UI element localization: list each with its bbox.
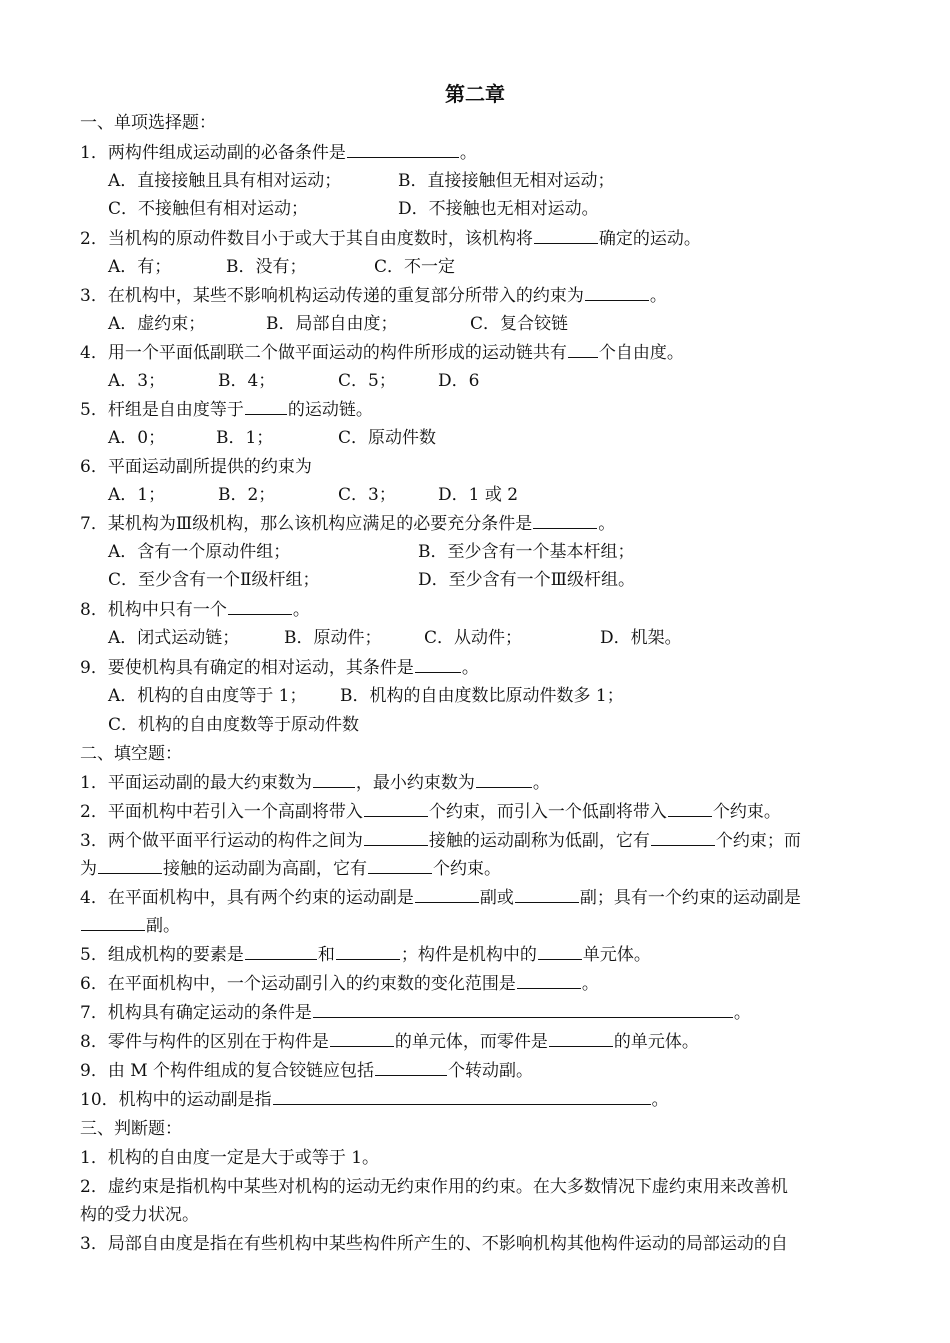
answer-blank <box>415 885 479 903</box>
option-c: C．复合铰链 <box>470 314 569 334</box>
option-a: A．机构的自由度等于 1； <box>108 686 307 706</box>
option-a: A．直接接触且具有相对运动； <box>108 171 342 191</box>
fill-question-4-cont: 副。 <box>80 912 180 940</box>
answer-blank <box>273 1087 651 1105</box>
judge-question-1: 1．机构的自由度一定是大于或等于 1。 <box>80 1148 380 1168</box>
option-a: A．含有一个原动件组； <box>108 542 291 562</box>
option-b: B．原动件； <box>284 628 382 648</box>
question-9-options-row2: C．机构的自由度数等于原动件数 <box>108 715 360 735</box>
option-d: D．不接触也无相对运动。 <box>398 199 599 219</box>
answer-blank <box>375 1058 447 1076</box>
fill-question-7: 7．机构具有确定运动的条件是 。 <box>80 999 751 1027</box>
option-c: C．至少含有一个Ⅱ级杆组； <box>108 570 320 590</box>
answer-blank <box>228 597 292 615</box>
answer-blank <box>515 885 579 903</box>
fill-question-9: 9．由 M 个构件组成的复合铰链应包括 个转动副。 <box>80 1057 533 1085</box>
fill-question-10: 10．机构中的运动副是指 。 <box>80 1086 669 1114</box>
option-b: B．直接接触但无相对运动； <box>398 171 615 191</box>
question-1-options-row1 <box>108 167 615 195</box>
question-9: 9．要使机构具有确定的相对运动，其条件是 。 <box>80 654 479 682</box>
page-title: 第二章 <box>445 82 505 106</box>
fill-question-1: 1．平面运动副的最大约束数为 ，最小约束数为 。 <box>80 769 550 797</box>
question-6: 6．平面运动副所提供的约束为 <box>80 457 312 477</box>
answer-blank <box>98 856 162 874</box>
fill-question-3: 3．两个做平面平行运动的构件之间为 接触的运动副称为低副，它有 个约束；而 <box>80 827 801 855</box>
option-c: C．原动件数 <box>338 428 437 448</box>
option-b: B．4； <box>218 371 276 391</box>
answer-blank <box>534 226 598 244</box>
option-d: D．机架。 <box>600 628 682 648</box>
option-a: A．闭式运动链； <box>108 628 240 648</box>
option-c: C．不一定 <box>374 257 456 277</box>
question-4-options <box>108 367 479 395</box>
answer-blank <box>549 1029 613 1047</box>
option-b: B．2； <box>218 485 276 505</box>
question-6-options <box>108 481 518 509</box>
question-8-options <box>108 624 682 652</box>
option-b: B．局部自由度； <box>266 314 398 334</box>
option-a: A．有； <box>108 257 172 277</box>
answer-blank <box>313 1000 733 1018</box>
section-heading-choice: 一、单项选择题： <box>80 113 216 133</box>
option-d: D．至少含有一个Ⅲ级杆组。 <box>418 570 636 590</box>
question-3: 3．在机构中，某些不影响机构运动传递的重复部分所带入的约束为 。 <box>80 282 667 310</box>
option-b: B．1； <box>216 428 274 448</box>
option-b: B．机构的自由度数比原动件数多 1； <box>340 686 624 706</box>
option-d: D．1 或 2 <box>438 485 519 505</box>
answer-blank <box>330 1029 394 1047</box>
answer-blank <box>568 340 598 358</box>
answer-blank <box>585 283 649 301</box>
judge-question-2: 2．虚约束是指机构中某些对机构的运动无约束作用的约束。在大多数情况下虚约束用来改善机 <box>80 1177 788 1197</box>
question-4: 4．用一个平面低副联二个做平面运动的构件所形成的运动链共有 个自由度。 <box>80 339 684 367</box>
question-5: 5．杆组是自由度等于 的运动链。 <box>80 396 373 424</box>
answer-blank <box>538 942 582 960</box>
fill-question-3-cont: 为 接触的运动副为高副，它有 个约束。 <box>80 855 501 883</box>
answer-blank <box>517 971 581 989</box>
question-8: 8．机构中只有一个 。 <box>80 596 310 624</box>
option-a: A．虚约束； <box>108 314 206 334</box>
question-1: 1．两构件组成运动副的必备条件是 。 <box>80 139 477 167</box>
answer-blank <box>313 770 355 788</box>
judge-question-2-cont: 构的受力状况。 <box>80 1205 199 1225</box>
question-5-options <box>108 424 436 452</box>
fill-question-2: 2．平面机构中若引入一个高副将带入 个约束，而引入一个低副将带入 个约束。 <box>80 798 781 826</box>
option-c: C．从动件； <box>424 628 523 648</box>
answer-blank <box>415 655 461 673</box>
option-a: A．1； <box>108 485 166 505</box>
section-heading-judge: 三、判断题： <box>80 1119 182 1139</box>
option-b: B．至少含有一个基本杆组； <box>418 542 635 562</box>
option-c: C．5； <box>338 371 396 391</box>
answer-blank <box>668 799 712 817</box>
option-c: C．3； <box>338 485 396 505</box>
question-7-options-row2 <box>108 566 635 594</box>
answer-blank <box>364 828 428 846</box>
answer-blank <box>368 856 432 874</box>
fill-question-5: 5．组成机构的要素是 和 ；构件是机构中的 单元体。 <box>80 941 651 969</box>
fill-question-4: 4．在平面机构中，具有两个约束的运动副是 副或 副；具有一个约束的运动副是 <box>80 884 801 912</box>
question-2: 2．当机构的原动件数目小于或大于其自由度数时，该机构将 确定的运动。 <box>80 225 701 253</box>
judge-question-3: 3．局部自由度是指在有些机构中某些构件所产生的、不影响机构其他构件运动的局部运动的自 <box>80 1234 788 1254</box>
fill-question-8: 8．零件与构件的区别在于构件是 的单元体，而零件是 的单元体。 <box>80 1028 699 1056</box>
answer-blank <box>533 511 597 529</box>
question-3-options <box>108 310 568 338</box>
fill-question-6: 6．在平面机构中，一个运动副引入的约束数的变化范围是 。 <box>80 970 599 998</box>
question-2-options <box>108 253 455 281</box>
question-7-options-row1 <box>108 538 635 566</box>
option-a: A．0； <box>108 428 166 448</box>
answer-blank <box>364 799 428 817</box>
option-b: B．没有； <box>226 257 307 277</box>
question-9-options-row1 <box>108 682 624 710</box>
answer-blank <box>81 913 145 931</box>
question-7: 7．某机构为Ⅲ级机构，那么该机构应满足的必要充分条件是 。 <box>80 510 615 538</box>
answer-blank <box>347 140 459 158</box>
question-1-options-row2 <box>108 195 599 223</box>
option-a: A．3； <box>108 371 166 391</box>
option-c: C．不接触但有相对运动； <box>108 199 309 219</box>
answer-blank <box>651 828 715 846</box>
option-d: D．6 <box>438 371 480 391</box>
answer-blank <box>245 942 317 960</box>
answer-blank <box>336 942 400 960</box>
section-heading-fill: 二、填空题： <box>80 744 182 764</box>
answer-blank <box>245 397 287 415</box>
answer-blank <box>476 770 532 788</box>
